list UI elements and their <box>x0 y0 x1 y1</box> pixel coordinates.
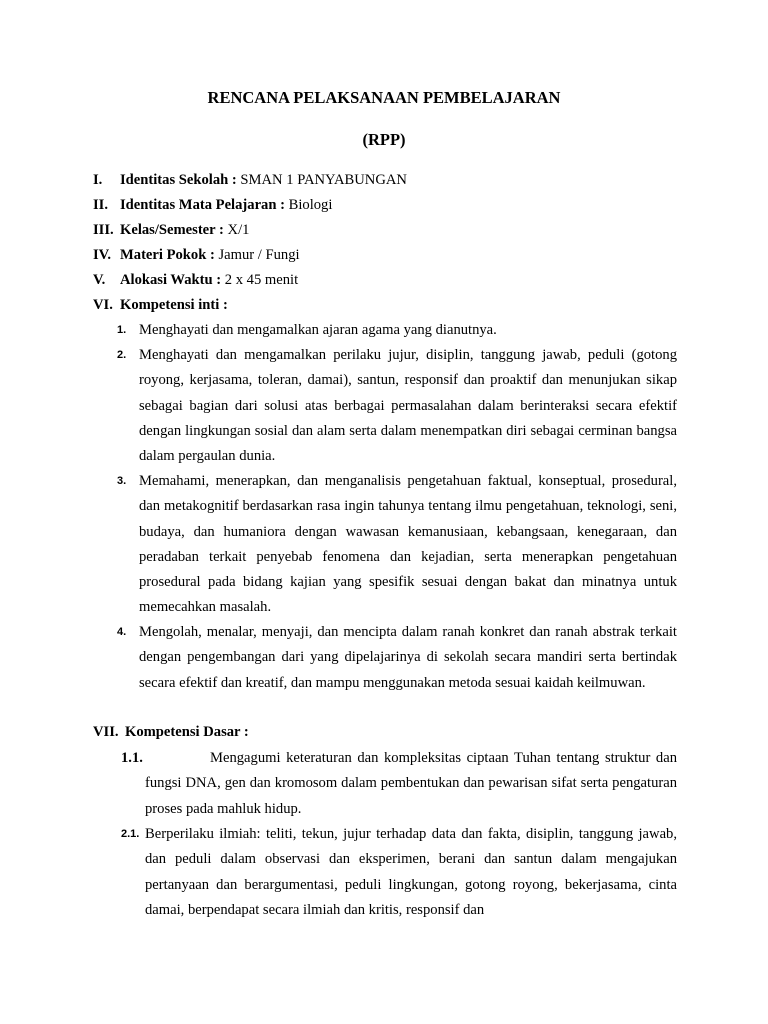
field-label: Kompetensi Dasar : <box>125 724 249 740</box>
section-number: II. <box>93 197 109 213</box>
kompetensi-dasar-item <box>121 746 677 822</box>
kompetensi-inti-item <box>117 318 677 343</box>
section-number: VII. <box>93 724 119 740</box>
field-value: Jamur / Fungi <box>214 247 300 263</box>
section-number: IV. <box>93 247 111 263</box>
alokasi-waktu <box>93 270 693 290</box>
kelas-semester <box>93 220 693 240</box>
list-number: 2. <box>117 349 127 361</box>
field-label: Alokasi Waktu : <box>120 272 222 288</box>
field-label: Identitas Sekolah : <box>120 172 237 188</box>
field-value: X/1 <box>223 222 250 238</box>
field-label: Identitas Mata Pelajaran : <box>120 197 285 213</box>
list-number: 2.1. <box>121 828 140 840</box>
section-number: I. <box>93 172 103 188</box>
identitas-mata-pelajaran <box>93 195 693 215</box>
list-text: Mengolah, menalar, menyaji, dan mencipta dalam ranah konkret dan ranah abstrak terkait dengan pengembangan dari yang dipelajarinya di sekolah secara mandiri serta bertindak secara efektif dan kreatif, dan mampu menggunakan metoda sesuai kaidah keilmuwan. <box>139 624 677 691</box>
field-value: Biologi <box>284 197 333 213</box>
field-label: Kelas/Semester : <box>120 222 224 238</box>
field-label: Materi Pokok : <box>120 247 215 263</box>
list-text: Berperilaku ilmiah: teliti, tekun, jujur terhadap data dan fakta, disiplin, tanggung jawab, dan peduli dalam observasi dan eksperimen, berani dan santun dalam mengajukan pertanyaan dan berargumentasi, peduli lingkungan, gotong royong, bekerjasama, cinta damai, berpendapat secara ilmiah dan kritis, responsif dan <box>145 826 677 918</box>
kompetensi-dasar-heading <box>93 722 693 742</box>
field-value: 2 x 45 menit <box>221 272 299 288</box>
field-label: Kompetensi inti : <box>120 297 228 313</box>
list-number: 3. <box>117 475 127 487</box>
kompetensi-inti-item <box>117 620 677 696</box>
kompetensi-dasar-item <box>121 822 677 923</box>
section-number: III. <box>93 222 114 238</box>
document-title: RENCANA PELAKSANAAN PEMBELAJARAN <box>207 88 561 107</box>
list-text: Memahami, menerapkan, dan menganalisis pengetahuan faktual, konseptual, prosedural, dan metakognitif berdasarkan rasa ingin tahunya tentang ilmu pengetahuan, teknologi, seni, budaya, dan humaniora dengan wawasan kemanusiaan, kebangsaan, kenegaraan, dan peradaban terkait penyebab fenomena dan kejadian, serta menerapkan pengetahuan prosedural pada bidang kajian yang spesifik sesuai dengan bakat dan minatnya untuk memecahkan masalah. <box>139 473 677 616</box>
list-text: Menghayati dan mengamalkan ajaran agama yang dianutnya. <box>139 322 497 338</box>
kompetensi-inti-item <box>117 469 677 621</box>
identitas-sekolah <box>93 170 693 190</box>
kompetensi-inti-heading <box>93 295 693 315</box>
section-number: VI. <box>93 297 113 313</box>
kompetensi-inti-item <box>117 343 677 469</box>
materi-pokok <box>93 245 693 265</box>
list-number: 4. <box>117 626 127 638</box>
field-value: SMAN 1 PANYABUNGAN <box>236 172 407 188</box>
list-text: Menghayati dan mengamalkan perilaku jujur, disiplin, tanggung jawab, peduli (gotong royong, kerjasama, toleran, damai), santun, responsif dan proaktif dan menunjukan sikap sebagai bagian dari solusi atas berbagai permasalahan dalam berinteraksi secara efektif dengan lingkungan sosial dan alam serta dalam menempatkan diri sebagai cerminan bangsa dalam pergaulan dunia. <box>139 347 677 465</box>
list-number: 1.1. <box>121 750 143 766</box>
list-text: Mengagumi keteraturan dan kompleksitas ciptaan Tuhan tentang struktur dan fungsi DNA, gen dan kromosom dalam pembentukan dan pewarisan sifat serta pengaturan proses pada mahluk hidup. <box>145 750 677 817</box>
document-subtitle: (RPP) <box>362 130 406 149</box>
list-number: 1. <box>117 324 127 336</box>
section-number: V. <box>93 272 106 288</box>
